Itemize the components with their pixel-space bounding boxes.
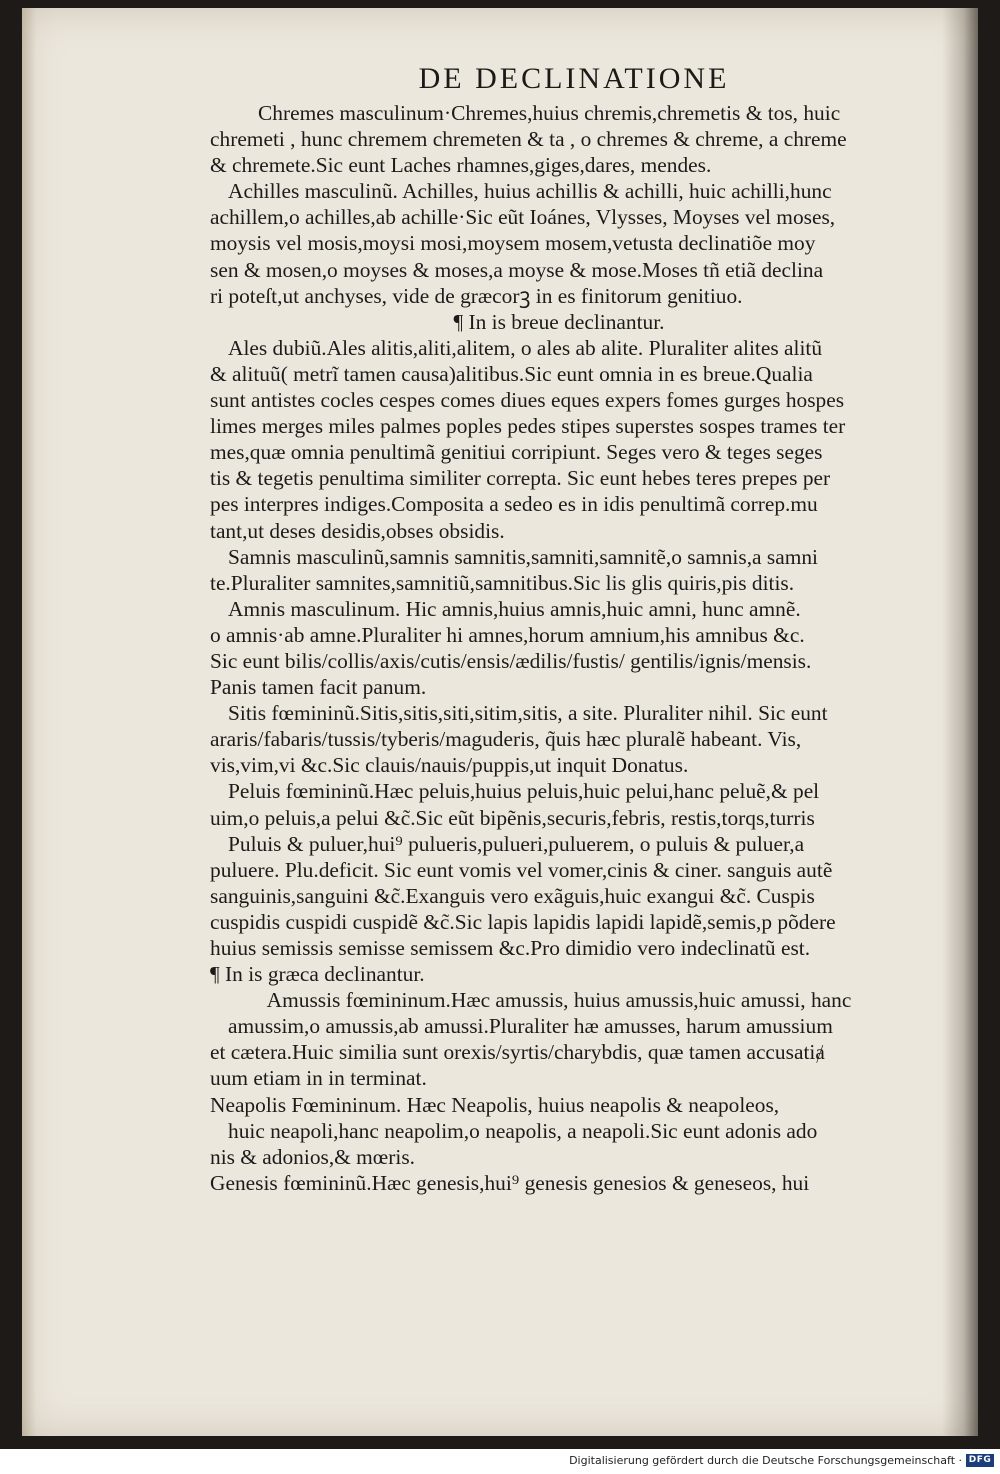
text-line: te.Pluraliter samnites,samnitiũ,samnitibus.Sic lis glis quiris,pis ditis. <box>210 570 795 595</box>
text-line: sunt antistes cocles cespes comes diues eques expers fomes gurges hospes <box>210 388 845 413</box>
text-line: amussim,o amussis,ab amussi.Pluraliter hæ amusses, harum amussium <box>228 1014 833 1039</box>
text-line: Neapolis Fœmininum. Hæc Neapolis, huius neapolis & neapoleos, <box>210 1092 780 1117</box>
text-line: limes merges miles palmes poples pedes stipes superstes sospes trames ter <box>210 414 846 439</box>
text-line: ¶ In is græca declinantur. <box>210 962 425 987</box>
text-line: Sic eunt bilis/collis/axis/cutis/ensis/ædilis/fustis/ gentilis/ignis/mensis. <box>210 648 812 673</box>
text-line: puluere. Plu.deficit. Sic eunt vomis vel vomer,cinis & ciner. sanguis autẽ <box>210 857 833 882</box>
text-line: huic neapoli,hanc neapolim,o neapolis, a neapoli.Sic eunt adonis ado <box>228 1118 818 1143</box>
text-line: tant,ut deses desidis,obses obsidis. <box>210 518 505 543</box>
text-line: Samnis masculinũ,samnis samnitis,samniti,samnitẽ,o samnis,a samni <box>228 544 818 569</box>
text-line: ri poteſt,ut anchyses, vide de græcorꝫ in es finitorum genitiuo. <box>210 283 743 308</box>
text-line: et cætera.Huic similia sunt orexis/syrtis/charybdis, quæ tamen accusatiⱥ <box>210 1040 825 1065</box>
text-line: vis,vim,vi &c.Sic clauis/nauis/puppis,ut inquit Donatus. <box>210 753 689 778</box>
text-line: mes,quæ omnia penultimã genitiui corripiunt. Seges vero & teges seges <box>210 440 823 465</box>
text-line: sanguinis,sanguini &c̃.Exanguis vero exãguis,huic exangui &c̃. Cuspis <box>210 883 815 908</box>
text-line: Achilles masculinũ. Achilles, huius achillis & achilli, huic achilli,hunc <box>228 179 832 204</box>
text-line: Ales dubiũ.Ales alitis,aliti,alitem, o ales ab alite. Pluraliter alites alitũ <box>228 335 823 360</box>
section-heading: ¶ In is breue declinantur. <box>453 309 665 334</box>
page-edge <box>22 8 36 1436</box>
running-head: DE DECLINATIONE <box>418 62 730 95</box>
text-line: cuspidis cuspidi cuspidẽ &c̃.Sic lapis lapidis lapidi lapidẽ,semis,p põdere <box>210 909 836 934</box>
text-line: Amnis masculinum. Hic amnis,huius amnis,huic amni, hunc amnẽ. <box>228 596 801 621</box>
text-line: nis & adonios,& mœris. <box>210 1144 415 1169</box>
text-line: araris/fabaris/tussis/tyberis/maguderis, q̃uis hæc pluralẽ habeant. Vis, <box>210 727 802 752</box>
text-line: & alituũ( metrĩ tamen causa)alitibus.Sic eunt omnia in es breue.Qualia <box>210 361 813 386</box>
text-line: moysis vel mosis,moysi mosi,moysem mosem,vetusta declinatiõe moy <box>210 231 816 256</box>
text-line: & chremete.Sic eunt Laches rhamnes,giges,dares, mendes. <box>210 153 712 178</box>
body-text <box>210 100 948 1196</box>
text-line: Peluis fœmininũ.Hæc peluis,huius peluis,huic pelui,hanc peluẽ,& pel <box>228 779 820 804</box>
section-heading: Amussis fœmininum.Hæc amussis, huius amussis,huic amussi, hanc <box>266 988 852 1013</box>
text-line: Chremes masculinum·Chremes,huius chremis,chremetis & tos, huic <box>258 101 841 125</box>
footer <box>0 1449 1000 1474</box>
text-line: pes interpres indiges.Composita a sedeo es in idis penultimã correp.mu <box>210 492 818 517</box>
text-line: tis & tegetis penultima similiter correpta. Sic eunt hebes teres prepes per <box>210 466 831 491</box>
text-line: Puluis & puluer,hui⁹ pulueris,pulueri,puluerem, o puluis & puluer,a <box>228 831 805 856</box>
text-line: uum etiam in in terminat. <box>210 1066 427 1091</box>
text-line: chremeti , hunc chremem chremeten & ta , o chremes & chreme, a chreme <box>210 127 847 152</box>
dfg-logo: DFG <box>966 1454 994 1467</box>
text-line: o amnis·ab amne.Pluraliter hi amnes,horum amnium,his amnibus &c. <box>210 622 805 647</box>
text-line: huius semissis semisse semissem &c.Pro dimidio vero indeclinatũ est. <box>210 936 811 960</box>
footer-credit: Digitalisierung gefördert durch die Deutsche Forschungsgemeinschaft · <box>569 1454 962 1467</box>
text-line: Genesis fœmininũ.Hæc genesis,hui⁹ genesis genesios & geneseos, hui <box>210 1170 810 1195</box>
text-line: Sitis fœmininũ.Sitis,sitis,siti,sitim,sitis, a site. Pluraliter nihil. Sic eunt <box>228 701 828 726</box>
text-line: uim,o peluis,a pelui &c̃.Sic eũt bipẽnis,securis,febris, restis,torqs,turris <box>210 805 815 830</box>
text-line: achillem,o achilles,ab achille·Sic eũt Ioánes, Vlysses, Moyses vel moses, <box>210 205 836 230</box>
text-line: Panis tamen facit panum. <box>210 675 427 700</box>
text-line: sen & mosen,o moyses & moses,a moyse & mose.Moses tñ etiã declina <box>210 257 824 282</box>
